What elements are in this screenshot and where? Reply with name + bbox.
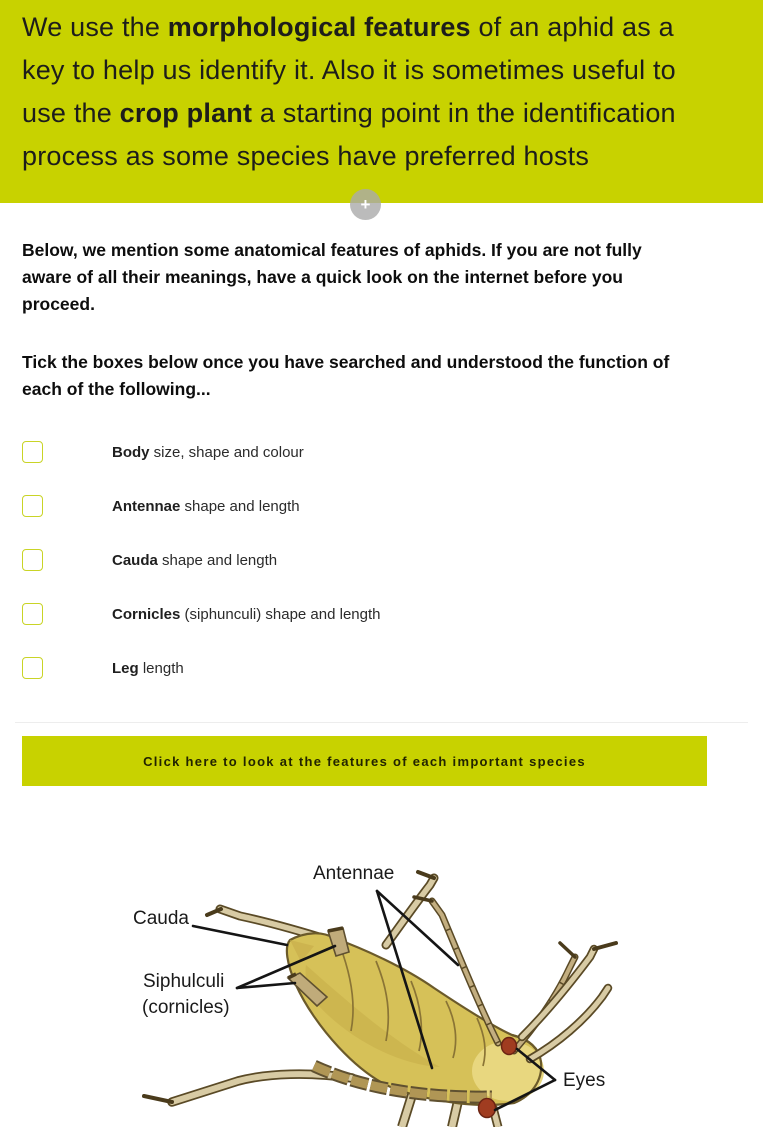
plus-icon: + (360, 194, 371, 214)
header-text-bold: crop plant (119, 98, 253, 128)
expand-plus-button[interactable] (350, 189, 381, 220)
checkbox-leg[interactable] (22, 657, 43, 679)
checkbox-term: Antennae (112, 497, 181, 515)
checkbox-label (112, 444, 304, 461)
checklist-row-cornicles (22, 602, 381, 626)
checkbox-label (112, 606, 381, 623)
section-divider (15, 722, 748, 723)
checkbox-term: Cornicles (112, 605, 181, 623)
checkbox-cauda[interactable] (22, 549, 43, 571)
intro-paragraph-1: Below, we mention some anatomical features of aphids. If you are not fully aware of all their meanings, have a quick look on the internet before you proceed. (22, 240, 642, 314)
checkbox-label (112, 552, 277, 569)
checkbox-rest: size, shape and colour (149, 443, 304, 461)
checklist-row-antennae (22, 494, 381, 518)
cauda-pointer-line (193, 926, 287, 945)
checkbox-term: Leg (112, 659, 139, 677)
aphid-illustration (100, 845, 763, 1127)
checkbox-rest: shape and length (157, 551, 278, 569)
checklist-row-leg (22, 656, 381, 680)
checkbox-label (112, 498, 300, 515)
checkbox-cornicles[interactable] (22, 603, 43, 625)
checklist-row-cauda (22, 548, 381, 572)
checkbox-rest: (siphunculi) shape and length (180, 605, 381, 623)
checkbox-term: Cauda (112, 551, 158, 569)
checkbox-antennae[interactable] (22, 495, 43, 517)
header-text-bold: morphological features (167, 12, 471, 42)
checkbox-term: Body (112, 443, 150, 461)
label-siphulculi: Siphulculi (143, 971, 225, 992)
intro-paragraph-2: Tick the boxes below once you have searched and understood the function of each of the following... (22, 352, 670, 399)
label-cauda: Cauda (133, 908, 189, 929)
header-banner (0, 0, 763, 203)
checkbox-label (112, 660, 184, 677)
species-features-button[interactable]: Click here to look at the features of each important species (22, 736, 707, 786)
aphid-legs-front (522, 943, 616, 1059)
checkbox-body[interactable] (22, 441, 43, 463)
header-text-part: a starting point in the identification process as some species have preferred hosts (22, 98, 676, 171)
label-eyes: Eyes (563, 1070, 606, 1091)
header-text (22, 6, 712, 178)
header-text-part: We use the (22, 12, 168, 42)
aphid-anatomy-figure (100, 845, 763, 1127)
header-text-part: of an aphid as a key to help us identify it. Also it is sometimes useful to use the (22, 12, 676, 128)
feature-checklist (22, 440, 381, 680)
label-cornicles: (cornicles) (142, 997, 230, 1018)
checkbox-rest: shape and length (180, 497, 300, 515)
checklist-row-body (22, 440, 381, 464)
checkbox-rest: length (138, 659, 184, 677)
label-antennae: Antennae (313, 863, 395, 884)
